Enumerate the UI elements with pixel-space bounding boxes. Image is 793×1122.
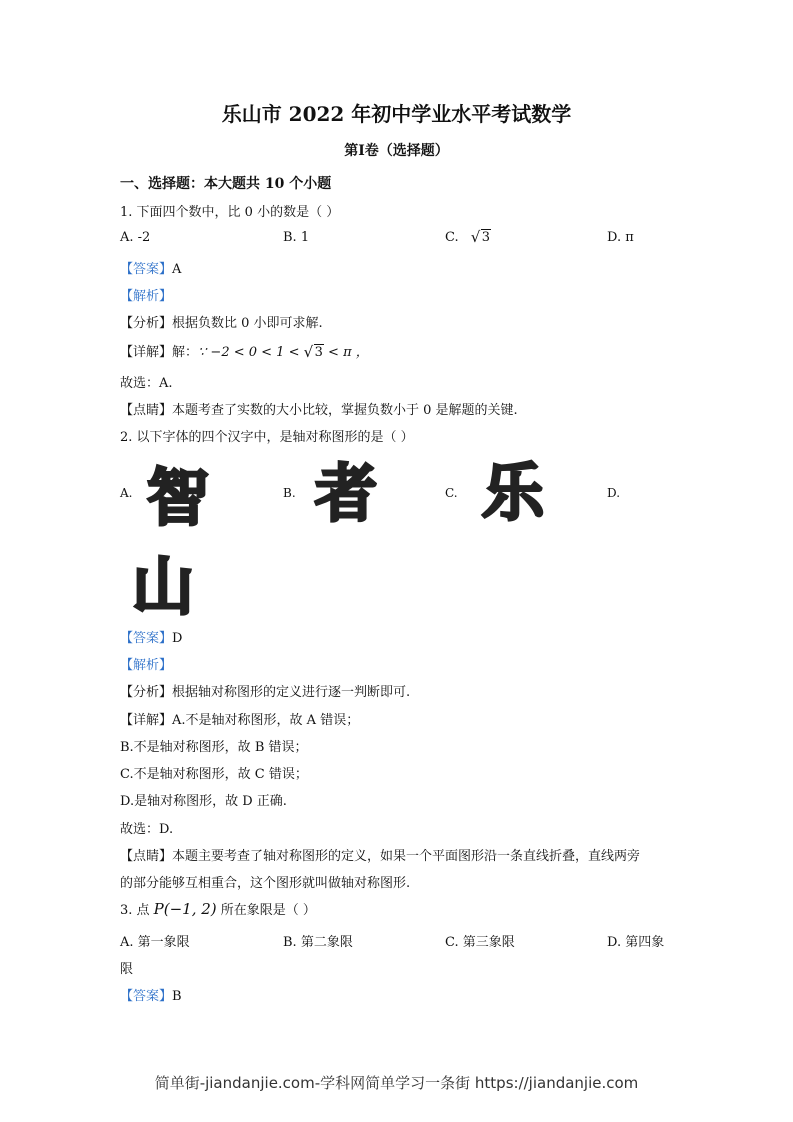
answer-tag: 【答案】 — [120, 262, 173, 277]
section-heading: 一、选择题：本大题共 10 个小题 — [120, 176, 332, 192]
answer-tag: 【答案】 — [120, 989, 173, 1004]
q2-dianjing-cont: 的部分能够互相重合，这个图形就叫做轴对称图形. — [120, 876, 411, 891]
inequality-radicand: 3 — [314, 345, 323, 360]
glyph-zhe-image — [311, 459, 381, 525]
glyph-le-image — [478, 458, 548, 524]
page-title: 乐山市 2022 年初中学业水平考试数学 — [221, 102, 572, 126]
glyph-zhi: 智 — [146, 463, 210, 529]
dianjing-tag: 【点睛】 — [120, 849, 173, 864]
question-1-stem: 1. 下面四个数中，比 0 小的数是（ ） — [120, 205, 340, 220]
q1-xiangjie — [120, 341, 369, 360]
answer-tag: 【答案】 — [120, 631, 173, 646]
xiangjie-tag: 【详解】 — [120, 345, 173, 360]
q1-option-c — [445, 230, 491, 245]
q1-answer: A — [172, 262, 182, 277]
glyph-zhi-image — [143, 463, 213, 529]
dianjing-text-1: 本题主要考查了轴对称图形的定义，如果一个平面图形沿一条直线折叠，直线两旁 — [172, 849, 641, 864]
q1-dianjing — [120, 399, 518, 418]
xiangjie-text: A.不是轴对称图形，故 A 错误； — [172, 713, 360, 728]
analysis-tag: 【解析】 — [120, 289, 173, 304]
q2-option-b-label: B. — [283, 486, 296, 500]
glyph-shan: 山 — [131, 552, 195, 618]
page-subtitle: 第Ⅰ卷（选择题） — [344, 143, 449, 159]
q2-line-b: B.不是轴对称图形，故 B 错误； — [120, 740, 308, 755]
q3-option-b: B. 第二象限 — [283, 935, 353, 950]
xiangjie-prefix: 解： — [172, 345, 199, 360]
inequality-part-2: < π ， — [323, 345, 369, 360]
footer-watermark-text: 简单街-jiandanjie.com-学科网简单学习一条街 https://jiandanjie.com — [154, 1074, 639, 1092]
q3-option-a: A. 第一象限 — [120, 935, 190, 950]
question-3-stem — [120, 899, 316, 918]
inequality-part-1: ∵ −2 < 0 < 1 < — [198, 345, 304, 360]
q3-stem-prefix: 3. 点 — [120, 903, 154, 918]
q1-option-d: D. π — [607, 230, 634, 245]
dianjing-tag: 【点睛】 — [120, 403, 173, 418]
glyph-le: 乐 — [481, 458, 545, 524]
q1-guxuan: 故选：A. — [120, 376, 173, 391]
q3-point: P(−1, 2) — [153, 900, 217, 918]
glyph-shan-image — [128, 552, 198, 618]
q3-option-c: C. 第三象限 — [445, 935, 515, 950]
q2-option-d-label: D. — [607, 486, 621, 500]
fenxi-text: 根据负数比 0 小即可求解. — [172, 316, 323, 331]
q3-option-d-wrap: 限 — [120, 962, 134, 977]
sqrt-symbol — [471, 230, 491, 245]
q3-answer: B — [172, 989, 182, 1004]
q3-stem-suffix: 所在象限是（ ） — [216, 903, 316, 918]
q2-line-d: D.是轴对称图形，故 D 正确. — [120, 794, 287, 809]
q2-answer-line — [120, 627, 182, 646]
q2-answer: D — [172, 631, 183, 646]
glyph-zhe: 者 — [314, 459, 378, 525]
q2-xiangjie — [120, 709, 359, 728]
sqrt-symbol — [304, 345, 324, 360]
q2-option-a-label: A. — [120, 486, 133, 500]
q2-option-c-label: C. — [445, 486, 458, 500]
analysis-tag: 【解析】 — [120, 658, 173, 673]
q3-option-d: D. 第四象 — [607, 935, 665, 950]
q1-option-c-radicand: 3 — [481, 230, 491, 245]
dianjing-text: 本题考查了实数的大小比较，掌握负数小于 0 是解题的关键. — [172, 403, 518, 418]
q2-guxuan: 故选：D. — [120, 822, 174, 837]
q3-answer-line — [120, 985, 182, 1004]
q1-fenxi — [120, 312, 323, 331]
q1-option-a: A. -2 — [120, 230, 151, 245]
q2-line-c: C.不是轴对称图形，故 C 错误； — [120, 767, 308, 782]
q1-answer-line — [120, 258, 181, 277]
question-2-stem: 2. 以下字体的四个汉字中，是轴对称图形的是（ ） — [120, 430, 414, 445]
q1-option-b: B. 1 — [283, 230, 310, 245]
xiangjie-tag: 【详解】 — [120, 713, 173, 728]
fenxi-tag: 【分析】 — [120, 685, 173, 700]
q2-fenxi — [120, 681, 410, 700]
q1-option-c-label: C. — [445, 230, 459, 245]
fenxi-tag: 【分析】 — [120, 316, 173, 331]
q2-dianjing — [120, 845, 640, 864]
fenxi-text: 根据轴对称图形的定义进行逐一判断即可. — [172, 685, 411, 700]
